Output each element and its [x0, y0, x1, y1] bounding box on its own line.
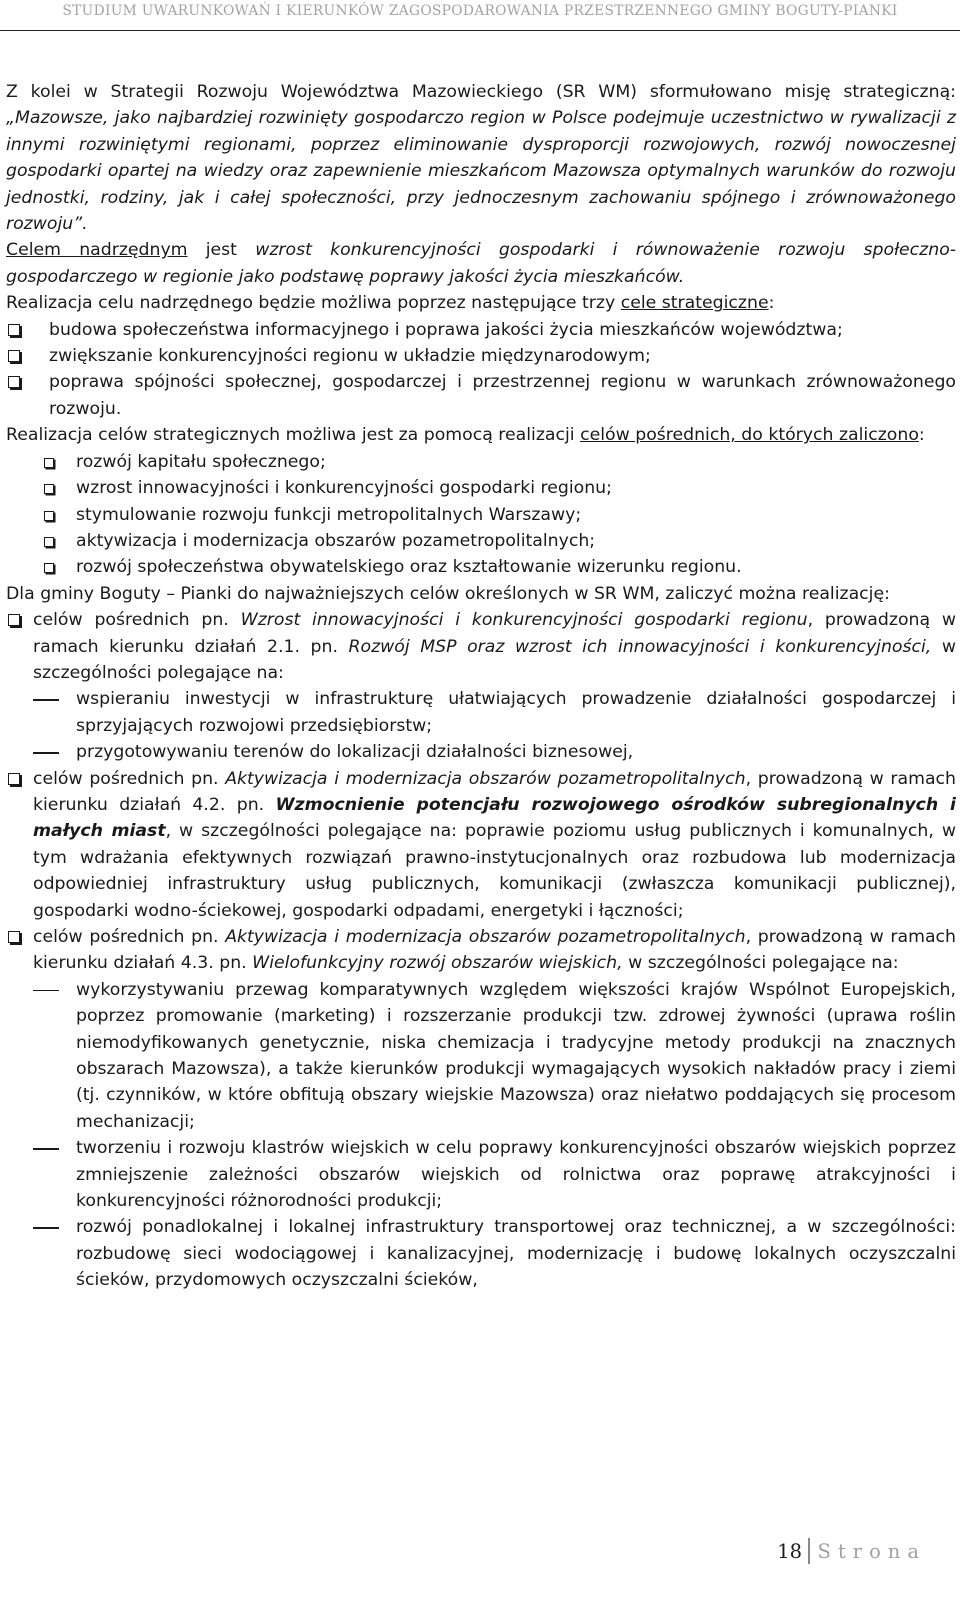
dash-bullet-icon	[33, 699, 59, 701]
page-number: 18	[777, 1540, 803, 1563]
checkbox-bullet-icon	[8, 931, 20, 943]
checkbox-bullet-icon	[8, 324, 20, 336]
paragraph-mission	[6, 79, 956, 237]
dash-bullet-icon	[33, 990, 59, 992]
checkbox-bullet-icon	[44, 458, 54, 468]
sub-list-item: przygotowywaniu terenów do lokalizacji działalności biznesowej,	[6, 739, 956, 765]
dash-bullet-icon	[33, 1148, 59, 1150]
checkbox-bullet-icon	[44, 484, 54, 494]
checkbox-bullet-icon	[8, 376, 20, 388]
main-goal-label: Celem nadrzędnym	[6, 240, 188, 261]
list-item: aktywizacja i modernizacja obszarów pozametropolitalnych;	[6, 528, 956, 554]
checkbox-bullet-icon	[8, 350, 20, 362]
list-item: poprawa spójności społecznej, gospodarczej i przestrzennej regionu w warunkach zrównoważonego rozwoju.	[6, 369, 956, 422]
list-item: rozwój kapitału społecznego;	[6, 449, 956, 475]
strategic-goals-label: cele strategiczne	[620, 293, 769, 314]
sub-list-item: wspieraniu inwestycji w infrastrukturę ułatwiających prowadzenie działalności gospodarczej i sprzyjających rozwojowi przedsiębiorstw;	[6, 686, 956, 739]
checkbox-bullet-icon	[8, 614, 20, 626]
header-divider	[0, 30, 960, 31]
list-item: stymulowanie rozwoju funkcji metropolitalnych Warszawy;	[6, 502, 956, 528]
document-body	[6, 79, 956, 1294]
sub-list-item: rozwój ponadlokalnej i lokalnej infrastruktury transportowej oraz technicznej, a w szczególności: rozbudowę sieci wodociągowej i kanalizacyjnej, modernizację i budowę lokalnych oczyszczalni ścieków, przydomowych oczyszczalni ścieków,	[6, 1214, 956, 1293]
page-label: Strona	[817, 1540, 926, 1563]
footer-divider	[808, 1538, 810, 1564]
list-item-goal-c: celów pośrednich pn. Aktywizacja i modernizacja obszarów pozametropolitalnych, prowadzoną w ramach kierunku działań 4.3. pn. Wielofunkcyjny rozwój obszarów wiejskich, w szczególności polegające na:	[6, 924, 956, 977]
paragraph-intermediate-intro: Realizacja celów strategicznych możliwa jest za pomocą realizacji celów pośrednich, do których zaliczono:	[6, 425, 925, 446]
strategic-goals-list	[6, 317, 956, 423]
page-footer	[777, 1538, 926, 1564]
dash-bullet-icon	[33, 1227, 59, 1229]
paragraph-main-goal: Celem nadrzędnym jest wzrost konkurencyjności gospodarki i równoważenie rozwoju społeczno-gospodarczego w regionie jako podstawę poprawy jakości życia mieszkańców.	[6, 240, 957, 287]
list-item-goal-b: celów pośrednich pn. Aktywizacja i modernizacja obszarów pozametropolitalnych, prowadzoną w ramach kierunku działań 4.2. pn. Wzmocnienie potencjału rozwojowego ośrodków subregionalnych i małych miast, w szczególności polegające na: poprawie poziomu usług publicznych i komunalnych, w tym wdrażania efektywnych rozwiązań prawno-instytucjonalnych oraz rozbudowa lub modernizacja odpowiedniej infrastruktury usług publicznych, komunikacji (zwłaszcza komunikacji publicznej), gospodarki wodno-ściekowej, gospodarki odpadami, energetyki i łączności;	[6, 766, 956, 924]
checkbox-bullet-icon	[8, 773, 20, 785]
list-item-goal-a: celów pośrednich pn. Wzrost innowacyjności i konkurencyjności gospodarki regionu, prowadzoną w ramach kierunku działań 2.1. pn. Rozwój MSP oraz wzrost ich innowacyjności i konkurencyjności, w szczególności polegające na:	[6, 607, 956, 686]
sub-list-item: tworzeniu i rozwoju klastrów wiejskich w celu poprawy konkurencyjności obszarów wiejskich poprzez zmniejszenie zależności obszarów wiejskich od rolnictwa oraz poprawę atrakcyjności i konkurencyjności różnorodności produkcji;	[6, 1135, 956, 1214]
sub-list-item: wykorzystywaniu przewag komparatywnych względem większości krajów Wspólnot Europejskich, poprzez promowanie (marketing) i rozszerzanie produkcji tzw. zdrowej żywności (uprawa roślin niemodyfikowanych genetycznie, niska chemizacja i tradycyjne metody produkcji na znacznych obszarach Mazowsza), a także kierunków produkcji wymagających wysokich nakładów pracy i ziemi (tj. czynników, w które obfitują obszary wiejskie Mazowsza) oraz niełatwo poddających się procesom mechanizacji;	[6, 977, 956, 1135]
list-item: rozwój społeczeństwa obywatelskiego oraz kształtowanie wizerunku regionu.	[6, 554, 956, 580]
list-item: budowa społeczeństwa informacyjnego i poprawa jakości życia mieszkańców województwa;	[6, 317, 956, 343]
mission-lead: Z kolei w Strategii Rozwoju Województwa Mazowieckiego (SR WM) sformułowano misję strategiczną:	[6, 82, 956, 102]
running-header: STUDIUM UWARUNKOWAŃ I KIERUNKÓW ZAGOSPODAROWANIA PRZESTRZENNEGO GMINY BOGUTY-PIANKI	[62, 3, 898, 19]
gmina-goals-list	[6, 607, 956, 1294]
mission-text: „Mazowsze, jako najbardziej rozwinięty gospodarczo region w Polsce podejmuje uczestnictwo w rywalizacji z innymi rozwiniętymi regionami, poprzez eliminowanie dysproporcji rozwojowych, rozwój nowoczesnej gospodarki opartej na wiedzy oraz zapewnienie mieszkańcom Mazowsza optymalnych warunków do rozwoju jednostki, rodziny, jak i całej społeczności, przy jednoczesnym zachowaniu spójnego i zrównoważonego rozwoju”.	[6, 108, 956, 235]
checkbox-bullet-icon	[44, 537, 54, 547]
list-item: zwiększanie konkurencyjności regionu w układzie międzynarodowym;	[6, 343, 956, 369]
checkbox-bullet-icon	[44, 511, 54, 521]
paragraph-strategic-intro: Realizacja celu nadrzędnego będzie możliwa poprzez następujące trzy cele strategiczne:	[6, 293, 775, 314]
list-item: wzrost innowacyjności i konkurencyjności gospodarki regionu;	[6, 475, 956, 501]
intermediate-goals-list	[6, 449, 956, 581]
main-goal-text: wzrost konkurencyjności gospodarki i równoważenie rozwoju społeczno-gospodarczego w regionie jako podstawę poprawy jakości życia mieszkańców.	[6, 240, 957, 287]
checkbox-bullet-icon	[44, 563, 54, 573]
intermediate-goals-label: celów pośrednich, do których zaliczono	[580, 425, 919, 446]
dash-bullet-icon	[33, 752, 59, 754]
paragraph-gmina-goals: Dla gminy Boguty – Pianki do najważniejszych celów określonych w SR WM, zaliczyć można realizację:	[6, 583, 890, 604]
